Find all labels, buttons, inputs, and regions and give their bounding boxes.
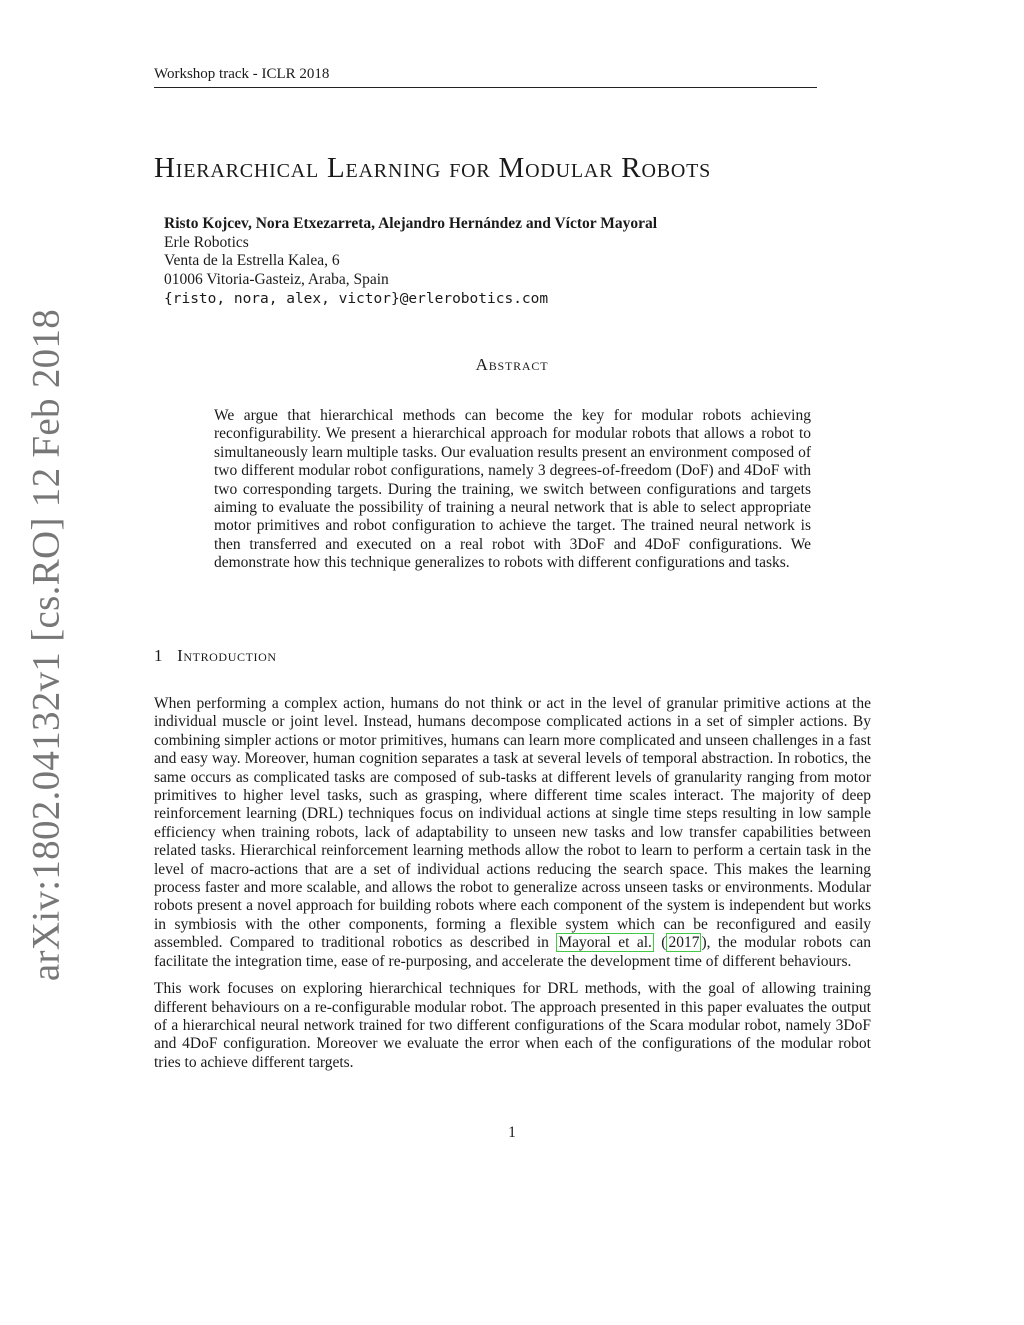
citation-link-author[interactable]: Mayoral et al.	[558, 934, 652, 952]
paragraph-text: , the modular robots can facilitate the integration time, ease of re-purposing, and accelerate the development time of different behaviours.	[154, 934, 871, 970]
paragraph: This work focuses on exploring hierarchical techniques for DRL methods, with the goal of allowing training different behaviours on a re-configurable modular robot. The approach presented in this paper evaluates the output of a hierarchical neural network trained for two different configurations of the Scara modular robot, namely 3DoF and 4DoF configuration. Moreover we evaluate the error when each of the configurations of the modular robot tries to achieve different targets.	[154, 980, 871, 1071]
running-head: Workshop track - ICLR 2018	[154, 66, 817, 88]
arxiv-identifier[interactable]: arXiv:1802.04132v1 [cs.RO] 12 Feb 2018	[24, 308, 68, 982]
paragraph-text: When performing a complex action, humans do not think or act in the level of granular primitive actions at the individual muscle or joint level. Instead, humans decompose complicated actions in a set of simpler actions. By combining simpler actions or motor primitives, humans can learn more complicated and unseen challenges in a fast and easy way. Moreover, human cognition separates a task at several levels of temporal abstraction. In robotics, the same occurs as complicated tasks are composed of sub-tasks at different levels of granularity ranging from motor primitives to higher level tasks, such as grasping, where different time scales interact. The majority of deep reinforcement learning (DRL) techniques focus on individual actions at single time steps resulting in low sample efficiency when training robots, lack of adaptability to unseen new tasks and low transfer capabilities between related tasks. Hierarchical reinforcement learning methods allow the robot to learn to perform a certain task in the level of macro-actions that are a set of individual actions reducing the search space. This makes the learning process faster and more scalable, and allows the robot to generalize across unseen tasks or environments. Modular robots present a novel approach for building robots where each component of the system is independent but works in symbiosis with the other components, forming a flexible system which can be reconfigured and easily assembled. Compared to traditional robotics as described in	[154, 695, 871, 952]
abstract-heading: Abstract	[475, 355, 549, 374]
section-number: 1	[154, 646, 164, 665]
paragraph: When performing a complex action, humans do not think or act in the level of granular primitive actions at the individual muscle or joint level. Instead, humans decompose complicated actions in a set of simpler actions. By combining simpler actions or motor primitives, humans can learn more complicated and unseen challenges in a fast and easy way. Moreover, human cognition separates a task at several levels of temporal abstraction. In robotics, the same occurs as complicated tasks are composed of sub-tasks at different levels of granularity ranging from motor primitives to higher level tasks, such as grasping, where different time scales interact. The majority of deep reinforcement learning (DRL) techniques focus on individual actions at single time steps resulting in low sample efficiency when training robots, lack of adaptability to unseen new tasks and low transfer capabilities between related tasks. Hierarchical reinforcement learning methods allow the robot to learn to perform a certain task in the level of macro-actions that are a set of individual actions reducing the search space. This makes the learning process faster and more scalable, and allows the robot to generalize across unseen tasks or environments. Modular robots present a novel approach for building robots where each component of the system is independent but works in symbiosis with the other components, forming a flexible system which can be reconfigured and easily assembled. Compared to traditional robotics as described in Mayoral et al. ( 2017 ), the modular robots can facilitate the integration time, ease of re-purposing, and accelerate the development time of different behaviours.	[154, 695, 871, 970]
paper-title: Hierarchical Learning for Modular Robots	[154, 152, 712, 184]
abstract-body: We argue that hierarchical methods can become the key for modular robots achieving reconfigurability. We present a hierarchical approach for modular robots that allows a robot to simultaneously learn multiple tasks. Our evaluation results present an environment composed of two different modular robot configurations, namely 3 degrees-of-freedom (DoF) and 4DoF with two corresponding targets. During the training, we switch between configurations and targets aiming to evaluate the possibility of training a neural network that is able to select appropriate motor primitives and robot configuration to achieve the target. The trained neural network is then transferred and executed on a real robot with 3DoF and 4DoF configurations. We demonstrate how this technique generalizes to robots with different configurations and tasks.	[214, 407, 811, 572]
section-heading-introduction	[154, 646, 277, 666]
section-title: Introduction	[177, 646, 277, 665]
affiliation: Erle Robotics	[164, 233, 249, 251]
address-line-1: Venta de la Estrella Kalea, 6	[164, 252, 340, 269]
author-block	[164, 215, 657, 309]
author-emails: {risto, nora, alex, victor}@erlerobotics.com	[164, 291, 549, 307]
introduction-body	[154, 695, 871, 1081]
page-number: 1	[508, 1124, 516, 1141]
citation-link-year[interactable]: 2017	[668, 934, 700, 952]
author-names: Risto Kojcev, Nora Etxezarreta, Alejandro Hernández and Víctor Mayoral	[164, 215, 658, 232]
address-line-2: 01006 Vitoria-Gasteiz, Araba, Spain	[164, 270, 389, 288]
